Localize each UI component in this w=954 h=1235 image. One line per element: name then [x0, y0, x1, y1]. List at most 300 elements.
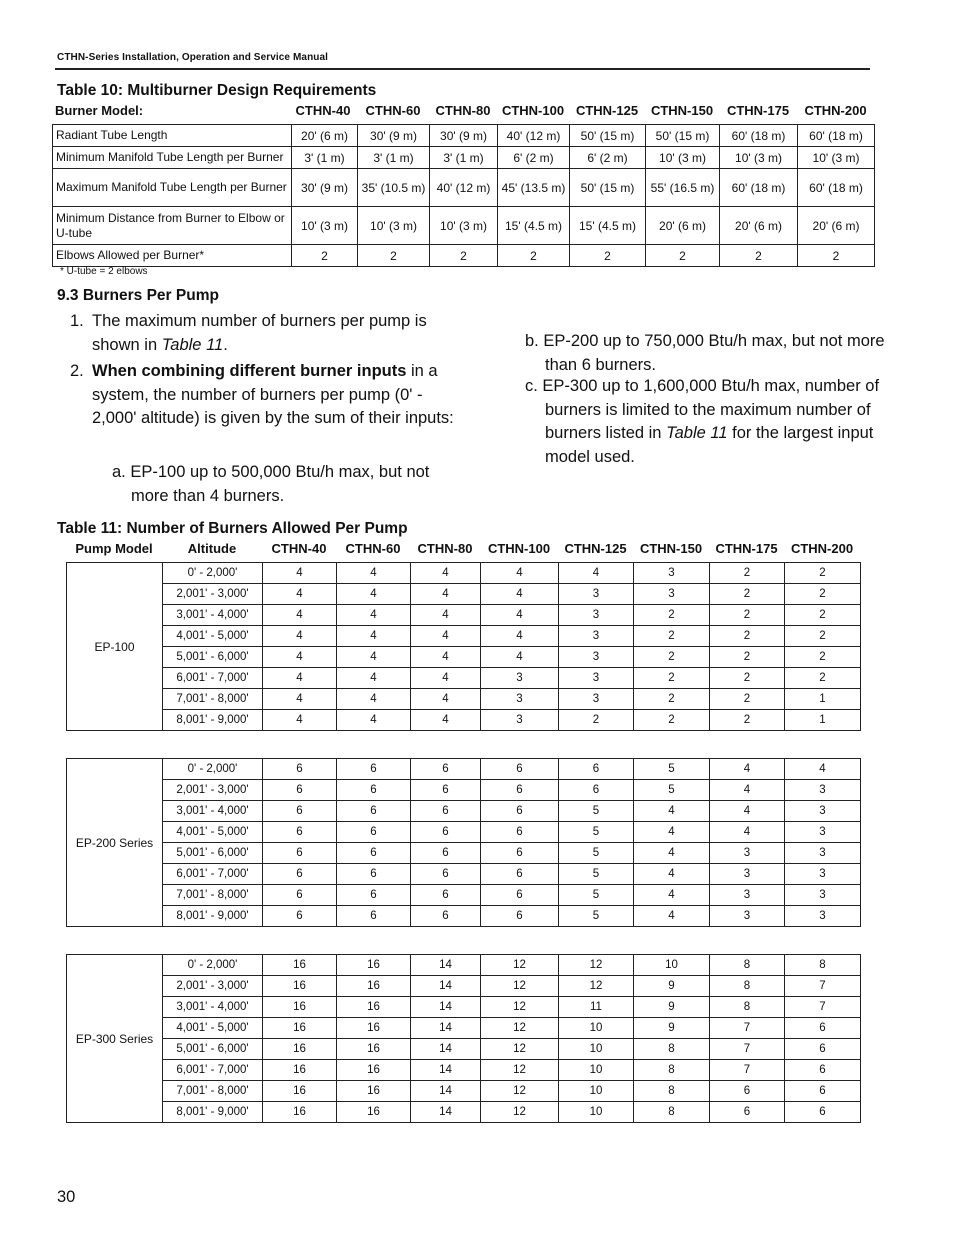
table11-cell: 6 — [337, 885, 411, 906]
table11-cell: 6 — [337, 759, 411, 780]
table11-cell: 8 — [785, 955, 861, 976]
table11-cell: 4 — [481, 647, 559, 668]
table10-cell: 2 — [498, 245, 570, 267]
table11-cell: 4 — [263, 584, 337, 605]
table10-cell: 20' (6 m) — [798, 207, 875, 245]
table10-cell: 35' (10.5 m) — [358, 169, 430, 207]
table11-altitude: 8,001' - 9,000' — [163, 710, 263, 731]
table10-col-header: CTHN-150 — [650, 103, 714, 118]
table10-cell: 20' (6 m) — [646, 207, 720, 245]
table10-col-header: CTHN-80 — [435, 103, 491, 118]
table10-col-header: CTHN-100 — [501, 103, 565, 118]
table10-cell: 2 — [720, 245, 798, 267]
table10-cell: 2 — [358, 245, 430, 267]
table11-group — [66, 758, 861, 927]
table11-cell: 16 — [263, 997, 337, 1018]
table11-cell: 2 — [634, 668, 710, 689]
table10-cell: 60' (18 m) — [798, 125, 875, 147]
table11-cell: 4 — [634, 864, 710, 885]
table11-cell: 7 — [710, 1018, 785, 1039]
table11-cell: 14 — [411, 976, 481, 997]
table11-cell: 3 — [559, 605, 634, 626]
table11-cell: 16 — [337, 1018, 411, 1039]
table10-col-header: CTHN-125 — [575, 103, 639, 118]
table10-col-header: CTHN-60 — [365, 103, 421, 118]
table11-cell: 16 — [337, 1102, 411, 1123]
table11-cell: 5 — [634, 780, 710, 801]
table11-cell: 4 — [710, 780, 785, 801]
table11-cell: 1 — [785, 710, 861, 731]
table11-cell: 2 — [710, 710, 785, 731]
table11-row — [67, 1039, 861, 1060]
sub-item-c-text: c. EP-300 up to 1,600,000 Btu/h max, number of burners is limited to the maximum number of burners listed in — [525, 377, 880, 442]
table11-cell: 2 — [710, 605, 785, 626]
table11-cell: 4 — [710, 801, 785, 822]
table11-cell: 6 — [263, 906, 337, 927]
table11-col-header: CTHN-150 — [639, 541, 703, 556]
table11-altitude: 2,001' - 3,000' — [163, 584, 263, 605]
table11-cell: 4 — [634, 801, 710, 822]
table11-cell: 8 — [710, 976, 785, 997]
table11-cell: 5 — [559, 864, 634, 885]
table11-cell: 12 — [481, 1102, 559, 1123]
table11-cell: 6 — [411, 759, 481, 780]
table11-col-header: CTHN-125 — [564, 541, 627, 556]
table11-altitude: 6,001' - 7,000' — [163, 1060, 263, 1081]
table11-cell: 4 — [411, 647, 481, 668]
table11-cell: 6 — [710, 1102, 785, 1123]
table11-cell: 5 — [634, 759, 710, 780]
table11-cell: 4 — [337, 626, 411, 647]
table11-altitude: 4,001' - 5,000' — [163, 1018, 263, 1039]
table11-cell: 6 — [411, 843, 481, 864]
table11-cell: 4 — [263, 689, 337, 710]
table11-cell: 6 — [481, 885, 559, 906]
table11-cell: 16 — [337, 1081, 411, 1102]
table10-row — [53, 125, 875, 147]
table11-cell: 3 — [634, 563, 710, 584]
table11-cell: 16 — [337, 1060, 411, 1081]
table11-col-header: CTHN-40 — [271, 541, 327, 556]
table11-cell: 6 — [559, 759, 634, 780]
table10-col-header: CTHN-200 — [804, 103, 867, 118]
table11-altitude: 4,001' - 5,000' — [163, 626, 263, 647]
table11-cell: 2 — [710, 647, 785, 668]
table10-cell: 45' (13.5 m) — [498, 169, 570, 207]
table11-cell: 8 — [710, 997, 785, 1018]
table10-row — [53, 245, 875, 267]
table10-cell: 10' (3 m) — [798, 147, 875, 169]
table11-row — [67, 647, 861, 668]
table11-cell: 2 — [785, 563, 861, 584]
table11-pump-model: EP-100 — [67, 563, 163, 731]
table11-cell: 14 — [411, 1039, 481, 1060]
table11-row — [67, 801, 861, 822]
table11-pump-model: EP-200 Series — [67, 759, 163, 927]
table11-cell: 8 — [634, 1081, 710, 1102]
table11-cell: 2 — [634, 710, 710, 731]
table11-cell: 6 — [481, 906, 559, 927]
table11-cell: 14 — [411, 1081, 481, 1102]
table11-row — [67, 906, 861, 927]
table11-cell: 3 — [710, 885, 785, 906]
table11-cell: 3 — [710, 864, 785, 885]
table11-cell: 4 — [411, 626, 481, 647]
list-item-1-text: The maximum number of burners per pump is shown in — [92, 312, 427, 354]
table11-cell: 2 — [634, 626, 710, 647]
table11-cell: 5 — [559, 906, 634, 927]
table11-altitude: 6,001' - 7,000' — [163, 668, 263, 689]
table11-cell: 4 — [481, 626, 559, 647]
table11-cell: 6 — [559, 780, 634, 801]
table11-cell: 8 — [710, 955, 785, 976]
table10-cell: 6' (2 m) — [570, 147, 646, 169]
table11-cell: 4 — [337, 605, 411, 626]
table11-cell: 6 — [785, 1060, 861, 1081]
table11-cell: 2 — [785, 584, 861, 605]
table11-cell: 4 — [559, 563, 634, 584]
table11-cell: 2 — [559, 710, 634, 731]
table10-row-label: Maximum Manifold Tube Length per Burner — [53, 169, 292, 207]
table11-cell: 16 — [337, 976, 411, 997]
table11-cell: 2 — [785, 605, 861, 626]
table11-cell: 16 — [337, 997, 411, 1018]
table10-cell: 40' (12 m) — [430, 169, 498, 207]
table11-cell: 6 — [337, 780, 411, 801]
table10-cell: 3' (1 m) — [430, 147, 498, 169]
table11-cell: 6 — [411, 864, 481, 885]
table11-row — [67, 1018, 861, 1039]
table10-cell: 50' (15 m) — [646, 125, 720, 147]
table11-cell: 11 — [559, 997, 634, 1018]
table11-cell: 12 — [481, 1060, 559, 1081]
table11-cell: 3 — [559, 668, 634, 689]
table10-row — [53, 147, 875, 169]
table11-cell: 4 — [411, 563, 481, 584]
table11-cell: 6 — [337, 822, 411, 843]
table11-cell: 14 — [411, 997, 481, 1018]
table11-cell: 3 — [710, 906, 785, 927]
table11-cell: 8 — [634, 1102, 710, 1123]
table11-cell: 4 — [710, 759, 785, 780]
table11-cell: 3 — [785, 885, 861, 906]
table11-altitude: 0' - 2,000' — [163, 563, 263, 584]
table10-cell: 2 — [430, 245, 498, 267]
table10-cell: 3' (1 m) — [358, 147, 430, 169]
table11-cell: 3 — [710, 843, 785, 864]
table11-cell: 5 — [559, 801, 634, 822]
list-number: 1. — [70, 312, 84, 330]
table11-col-header: CTHN-175 — [715, 541, 778, 556]
table11-cell: 4 — [263, 668, 337, 689]
table11-cell: 14 — [411, 955, 481, 976]
sub-item-a: a. EP-100 up to 500,000 Btu/h max, but not more than 4 burners. — [112, 463, 430, 505]
table10-cell: 50' (15 m) — [570, 169, 646, 207]
table11-cell: 4 — [263, 710, 337, 731]
table11-row — [67, 668, 861, 689]
table11-cell: 4 — [481, 584, 559, 605]
table11-cell: 2 — [710, 689, 785, 710]
table11-cell: 6 — [785, 1018, 861, 1039]
table11-cell: 3 — [785, 864, 861, 885]
table11-altitude: 3,001' - 4,000' — [163, 605, 263, 626]
table11-cell: 3 — [559, 647, 634, 668]
table10-cell: 10' (3 m) — [720, 147, 798, 169]
table11-cell: 16 — [337, 1039, 411, 1060]
table11-cell: 3 — [785, 906, 861, 927]
table11-cell: 7 — [710, 1039, 785, 1060]
table11-cell: 8 — [634, 1039, 710, 1060]
table11-cell: 16 — [263, 955, 337, 976]
table11-cell: 12 — [559, 976, 634, 997]
table11-row — [67, 710, 861, 731]
table11-cell: 10 — [559, 1018, 634, 1039]
header-rule — [55, 68, 870, 70]
table11-cell: 16 — [263, 1060, 337, 1081]
table11-cell: 7 — [785, 997, 861, 1018]
table11-cell: 4 — [411, 710, 481, 731]
table11-pump-model: EP-300 Series — [67, 955, 163, 1123]
table11-altitude: 5,001' - 6,000' — [163, 647, 263, 668]
table11-cell: 10 — [559, 1060, 634, 1081]
table11-cell: 12 — [481, 976, 559, 997]
table11-row — [67, 780, 861, 801]
table10-cell: 2 — [646, 245, 720, 267]
table11-altitude: 3,001' - 4,000' — [163, 997, 263, 1018]
table11-cell: 4 — [411, 605, 481, 626]
table11-cell: 4 — [337, 647, 411, 668]
table10-cell: 20' (6 m) — [292, 125, 358, 147]
table11-cell: 4 — [337, 584, 411, 605]
table11-cell: 6 — [481, 759, 559, 780]
table11-cell: 12 — [481, 1081, 559, 1102]
table10-cell: 10' (3 m) — [292, 207, 358, 245]
table11-altitude: 2,001' - 3,000' — [163, 976, 263, 997]
table11-cell: 4 — [481, 563, 559, 584]
table11-cell: 6 — [785, 1102, 861, 1123]
table10-cell: 60' (18 m) — [720, 169, 798, 207]
manual-header: CTHN-Series Installation, Operation and Service Manual — [57, 52, 329, 63]
table11-cell: 16 — [263, 1018, 337, 1039]
table11-row — [67, 1081, 861, 1102]
table11-altitude: 0' - 2,000' — [163, 955, 263, 976]
table10-cell: 15' (4.5 m) — [570, 207, 646, 245]
table11-cell: 6 — [411, 906, 481, 927]
table11-cell: 6 — [411, 801, 481, 822]
table10-cell: 10' (3 m) — [430, 207, 498, 245]
table10 — [52, 124, 875, 267]
table11-cell: 4 — [263, 563, 337, 584]
table11-row — [67, 997, 861, 1018]
table11-cell: 6 — [263, 885, 337, 906]
table11-row — [67, 626, 861, 647]
table10-row-label: Minimum Distance from Burner to Elbow or U-tube — [53, 207, 292, 245]
table11-cell: 1 — [785, 689, 861, 710]
table10-cell: 2 — [570, 245, 646, 267]
table11-cell: 4 — [634, 843, 710, 864]
table11-cell: 3 — [481, 689, 559, 710]
table11-cell: 12 — [481, 1039, 559, 1060]
table11-cell: 16 — [263, 1102, 337, 1123]
list-item-2-text: in a system, the number of burners per pump (0' - 2,000' altitude) is given by the sum of their inputs: — [92, 362, 454, 427]
table11-cell: 3 — [785, 822, 861, 843]
table10-cell: 30' (9 m) — [292, 169, 358, 207]
table11-row — [67, 759, 861, 780]
table11-altitude: 0' - 2,000' — [163, 759, 263, 780]
table11-title: Table 11: Number of Burners Allowed Per Pump — [57, 520, 408, 537]
table11-cell: 2 — [710, 668, 785, 689]
table10-cell: 30' (9 m) — [358, 125, 430, 147]
table10-cell: 6' (2 m) — [498, 147, 570, 169]
list-item-2-bold: When combining different burner inputs — [92, 362, 407, 380]
table11-cell: 5 — [559, 822, 634, 843]
table11-cell: 12 — [481, 955, 559, 976]
table11-cell: 5 — [559, 885, 634, 906]
table11-altitude: 7,001' - 8,000' — [163, 1081, 263, 1102]
table11-row — [67, 563, 861, 584]
table10-cell: 15' (4.5 m) — [498, 207, 570, 245]
table11-cell: 4 — [337, 689, 411, 710]
table11-row — [67, 822, 861, 843]
page-number: 30 — [57, 1188, 76, 1206]
table11-row — [67, 689, 861, 710]
table11-cell: 3 — [785, 843, 861, 864]
table11-cell: 3 — [559, 584, 634, 605]
table11-altitude-header: Altitude — [187, 541, 237, 556]
table11-altitude: 4,001' - 5,000' — [163, 822, 263, 843]
table11-cell: 6 — [481, 843, 559, 864]
table10-cell: 2 — [292, 245, 358, 267]
table10-cell: 30' (9 m) — [430, 125, 498, 147]
table11-cell: 4 — [337, 668, 411, 689]
table11-group — [66, 954, 861, 1123]
table11-altitude: 5,001' - 6,000' — [163, 843, 263, 864]
table11-cell: 2 — [710, 563, 785, 584]
list-item-1-end: . — [223, 335, 228, 354]
list-item-1 — [92, 310, 457, 357]
table11-row — [67, 976, 861, 997]
section-heading: 9.3 Burners Per Pump — [57, 287, 219, 304]
table11-cell: 6 — [263, 864, 337, 885]
table11-altitude: 3,001' - 4,000' — [163, 801, 263, 822]
table11-col-header: CTHN-200 — [790, 541, 854, 556]
table11-altitude: 8,001' - 9,000' — [163, 906, 263, 927]
table11-row — [67, 605, 861, 626]
table11-group — [66, 562, 861, 731]
sub-item-c-end: for the largest input model used. — [545, 424, 874, 466]
table-reference: Table 11 — [161, 335, 224, 354]
table11-cell: 5 — [559, 843, 634, 864]
table11-row — [67, 1102, 861, 1123]
table11-cell: 6 — [263, 822, 337, 843]
table10-col-header: CTHN-175 — [726, 103, 790, 118]
sub-item-c — [525, 375, 895, 469]
table10-col-header: CTHN-40 — [295, 103, 351, 118]
table11-cell: 2 — [634, 689, 710, 710]
table11-cell: 3 — [785, 780, 861, 801]
table11-cell: 2 — [785, 626, 861, 647]
table10-cell: 10' (3 m) — [646, 147, 720, 169]
table10-cell: 60' (18 m) — [720, 125, 798, 147]
table11-cell: 4 — [411, 668, 481, 689]
table11-cell: 7 — [710, 1060, 785, 1081]
table11-cell: 3 — [481, 710, 559, 731]
table11-row — [67, 584, 861, 605]
table11-cell: 3 — [559, 689, 634, 710]
table11-altitude: 7,001' - 8,000' — [163, 885, 263, 906]
table11-cell: 3 — [559, 626, 634, 647]
table10-cell: 55' (16.5 m) — [646, 169, 720, 207]
table11-cell: 16 — [263, 1039, 337, 1060]
table11-cell: 9 — [634, 976, 710, 997]
table11-cell: 4 — [634, 822, 710, 843]
table10-cell: 40' (12 m) — [498, 125, 570, 147]
table11-cell: 3 — [785, 801, 861, 822]
table11-cell: 4 — [263, 605, 337, 626]
table11-cell: 6 — [337, 864, 411, 885]
table11-cell: 6 — [411, 885, 481, 906]
table10-row-label: Elbows Allowed per Burner* — [53, 245, 292, 267]
table11-cell: 12 — [559, 955, 634, 976]
table11-cell: 4 — [411, 584, 481, 605]
table11-cell: 4 — [785, 759, 861, 780]
table11-cell: 3 — [634, 584, 710, 605]
table11-cell: 6 — [263, 780, 337, 801]
table11-cell: 6 — [785, 1081, 861, 1102]
list-number: 2. — [70, 362, 84, 380]
table11-altitude: 6,001' - 7,000' — [163, 864, 263, 885]
table11-cell: 4 — [263, 647, 337, 668]
table11-cell: 7 — [785, 976, 861, 997]
table11-cell: 6 — [263, 801, 337, 822]
table11-cell: 6 — [785, 1039, 861, 1060]
table11-altitude: 8,001' - 9,000' — [163, 1102, 263, 1123]
table10-row-label: Radiant Tube Length — [53, 125, 292, 147]
table10-row-label: Minimum Manifold Tube Length per Burner — [53, 147, 292, 169]
table11-altitude: 7,001' - 8,000' — [163, 689, 263, 710]
table11-row — [67, 864, 861, 885]
table11-cell: 16 — [337, 955, 411, 976]
table11-cell: 6 — [263, 759, 337, 780]
table11-cell: 4 — [411, 689, 481, 710]
table10-footnote: * U-tube = 2 elbows — [60, 266, 148, 277]
table10-cell: 10' (3 m) — [358, 207, 430, 245]
table11-cell: 4 — [337, 710, 411, 731]
table11-cell: 6 — [411, 822, 481, 843]
table10-cell: 50' (15 m) — [570, 125, 646, 147]
table10-cell: 20' (6 m) — [720, 207, 798, 245]
table11-cell: 6 — [481, 780, 559, 801]
table11-cell: 4 — [481, 605, 559, 626]
table11-cell: 8 — [634, 1060, 710, 1081]
table11-cell: 14 — [411, 1018, 481, 1039]
table11-cell: 12 — [481, 1018, 559, 1039]
table10-row — [53, 207, 875, 245]
table10-title: Table 10: Multiburner Design Requirements — [57, 82, 377, 99]
table11-cell: 4 — [710, 822, 785, 843]
table11-cell: 6 — [481, 864, 559, 885]
table11-cell: 3 — [481, 668, 559, 689]
table11-altitude: 5,001' - 6,000' — [163, 1039, 263, 1060]
table10-cell: 3' (1 m) — [292, 147, 358, 169]
table11-cell: 9 — [634, 1018, 710, 1039]
table11-cell: 6 — [337, 843, 411, 864]
table11-cell: 6 — [710, 1081, 785, 1102]
table10-cell: 2 — [798, 245, 875, 267]
table11-cell: 14 — [411, 1102, 481, 1123]
table11-row — [67, 955, 861, 976]
table11-col-header: CTHN-100 — [487, 541, 551, 556]
